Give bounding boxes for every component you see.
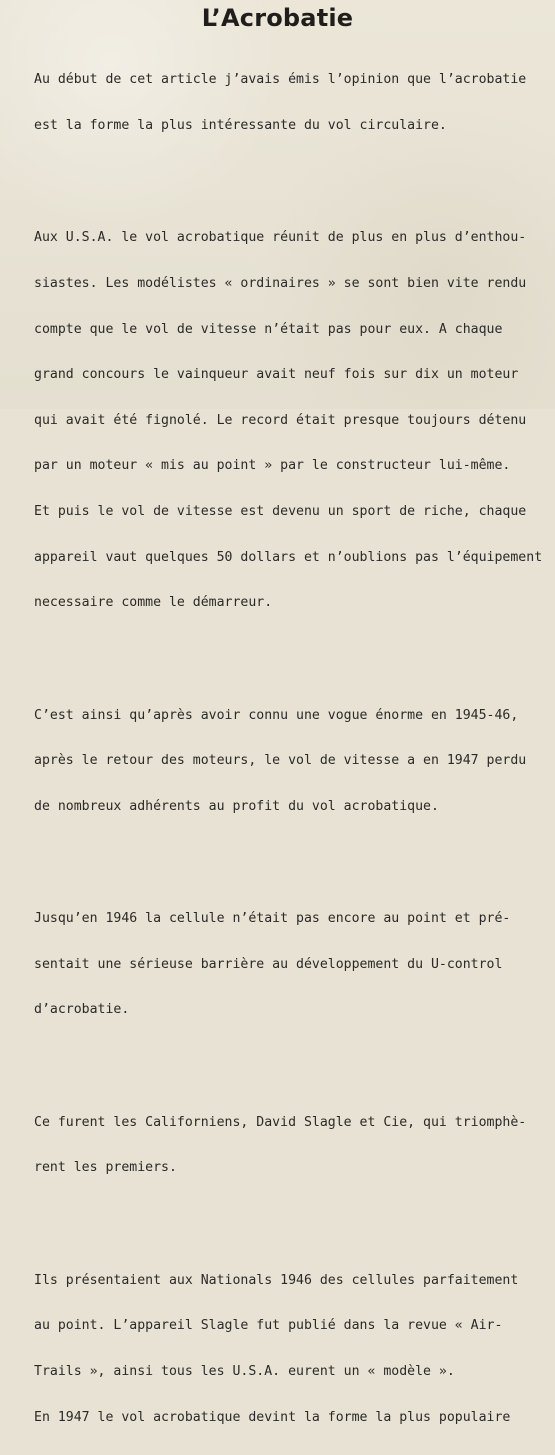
paragraph-4-line-1: Jusqu’en 1946 la cellule n’était pas encore au point et pré- bbox=[34, 911, 511, 927]
paragraph-gap bbox=[34, 1063, 548, 1069]
article-body bbox=[34, 42, 548, 1455]
paragraph-gap bbox=[34, 860, 548, 866]
paragraph-2-line-6: par un moteur « mis au point » par le constructeur lui-même. bbox=[34, 458, 511, 474]
article-title: L’Acrobatie bbox=[201, 4, 354, 32]
paragraph-gap bbox=[34, 1221, 548, 1227]
paragraph-1-line-2: est la forme la plus intéressante du vol circulaire. bbox=[34, 118, 447, 133]
paragraph-3-line-2: après le retour des moteurs, le vol de vitesse a en 1947 perdu bbox=[34, 753, 527, 769]
paragraph-2-line-5: qui avait été fignolé. Le record était presque toujours détenu bbox=[34, 412, 527, 428]
paragraph-gap bbox=[34, 656, 548, 662]
paragraph-2-line-7: Et puis le vol de vitesse est devenu un sport de riche, chaque bbox=[34, 503, 527, 519]
paragraph-2-line-9: necessaire comme le démarreur. bbox=[34, 595, 273, 611]
paragraph-5-line-2: rent les premiers. bbox=[34, 1160, 177, 1176]
paragraph-2-line-4: grand concours le vainqueur avait neuf fois sur dix un moteur bbox=[34, 367, 519, 383]
paragraph-4-line-3: d’acrobatie. bbox=[34, 1002, 130, 1018]
paragraph-2-line-2: siastes. Les modélistes « ordinaires » se sont bien vite rendu bbox=[34, 276, 527, 291]
paragraph-gap bbox=[34, 179, 548, 185]
paragraph-2-line-3: compte que le vol de vitesse n’était pas pour eux. A chaque bbox=[34, 321, 503, 337]
paragraph-6-line-3: Trails », ainsi tous les U.S.A. eurent un « modèle ». bbox=[34, 1363, 455, 1379]
paragraph-5-line-1: Ce furent les Californiens, David Slagle et Cie, qui triomphè- bbox=[34, 1114, 527, 1130]
paragraph-6-line-1: Ils présentaient aux Nationals 1946 des cellules parfaitement bbox=[34, 1272, 519, 1288]
paragraph-2-line-1: Aux U.S.A. le vol acrobatique réunit de plus en plus d’enthou- bbox=[34, 230, 527, 246]
paragraph-3-line-3: de nombreux adhérents au profit du vol acrobatique. bbox=[34, 798, 439, 814]
paragraph-1-line-1: Au début de cet article j’avais émis l’opinion que l’acrobatie bbox=[34, 72, 527, 88]
paragraph-6-line-4: En 1947 le vol acrobatique devint la forme la plus populaire bbox=[34, 1409, 511, 1425]
paragraph-2-line-8: appareil vaut quelques 50 dollars et n’oublions pas l’équipement bbox=[34, 549, 543, 565]
paragraph-4-line-2: sentait une sérieuse barrière au développement du U-control bbox=[34, 956, 503, 972]
paragraph-3-line-1: C’est ainsi qu’après avoir connu une vogue énorme en 1945-46, bbox=[34, 707, 519, 723]
paragraph-6-line-2: au point. L’appareil Slagle fut publié dans la revue « Air- bbox=[34, 1318, 503, 1334]
